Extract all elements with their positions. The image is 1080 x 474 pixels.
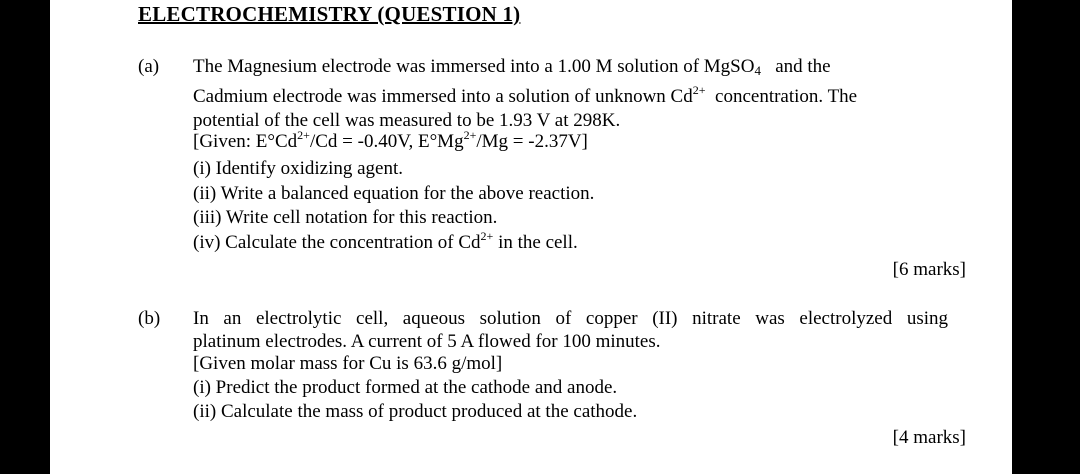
part-a-given [193, 128, 588, 153]
part-a-line-3: potential of the cell was measured to be 1.93 V at 298K. [193, 110, 621, 131]
part-a-line-2-post: concentration. The [715, 86, 858, 107]
part-a-line-1-subscript: 4 [754, 63, 761, 78]
part-a-given-sup-1: 2+ [297, 128, 310, 142]
part-b-question-ii: (ii) Calculate the mass of product produced at the cathode. [193, 401, 638, 422]
part-a-line-1 [193, 56, 953, 78]
part-b-line-1: In an electrolytic cell, aqueous solution of copper (II) nitrate was electrolyzed using [193, 308, 948, 329]
part-a-given-sup-2: 2+ [463, 128, 477, 142]
part-a-line-2 [193, 83, 858, 108]
part-a-given-mid: /Cd = -0.40V, E°Mg [309, 131, 464, 152]
part-a-question-ii: (ii) Write a balanced equation for the above reaction. [193, 183, 595, 204]
part-a-marks: [6 marks] [892, 259, 966, 280]
part-a-question-iv-pre: (iv) Calculate the concentration of Cd [193, 232, 481, 253]
part-a-line-2-pre: Cadmium electrode was immersed into a solution of unknown Cd [193, 86, 693, 107]
part-a-given-post: /Mg = -2.37V] [476, 131, 588, 152]
part-a-line-2-sup: 2+ [692, 83, 706, 97]
part-a-question-iv-post: in the cell. [493, 232, 578, 253]
part-a-line-1-text: The Magnesium electrode was immersed into a 1.00 M solution of MgSO [193, 56, 755, 77]
part-a-question-iv [193, 229, 578, 254]
question-sheet [50, 0, 1012, 474]
part-b-question-i: (i) Predict the product formed at the cathode and anode. [193, 377, 618, 398]
part-b-marks: [4 marks] [892, 427, 966, 448]
part-a-question-iv-sup: 2+ [480, 229, 494, 243]
page-heading: ELECTROCHEMISTRY (QUESTION 1) [138, 2, 521, 26]
part-b-line-2: platinum electrodes. A current of 5 A flowed for 100 minutes. [193, 331, 661, 352]
part-a-question-i: (i) Identify oxidizing agent. [193, 158, 403, 179]
part-a-line-1-end: and the [775, 56, 831, 77]
part-a-given-pre: [Given: E°Cd [193, 131, 298, 152]
part-a-question-iii: (iii) Write cell notation for this reaction. [193, 207, 498, 228]
part-b-label: (b) [138, 308, 161, 329]
part-b-given: [Given molar mass for Cu is 63.6 g/mol] [193, 353, 503, 374]
part-a-label: (a) [138, 56, 160, 77]
